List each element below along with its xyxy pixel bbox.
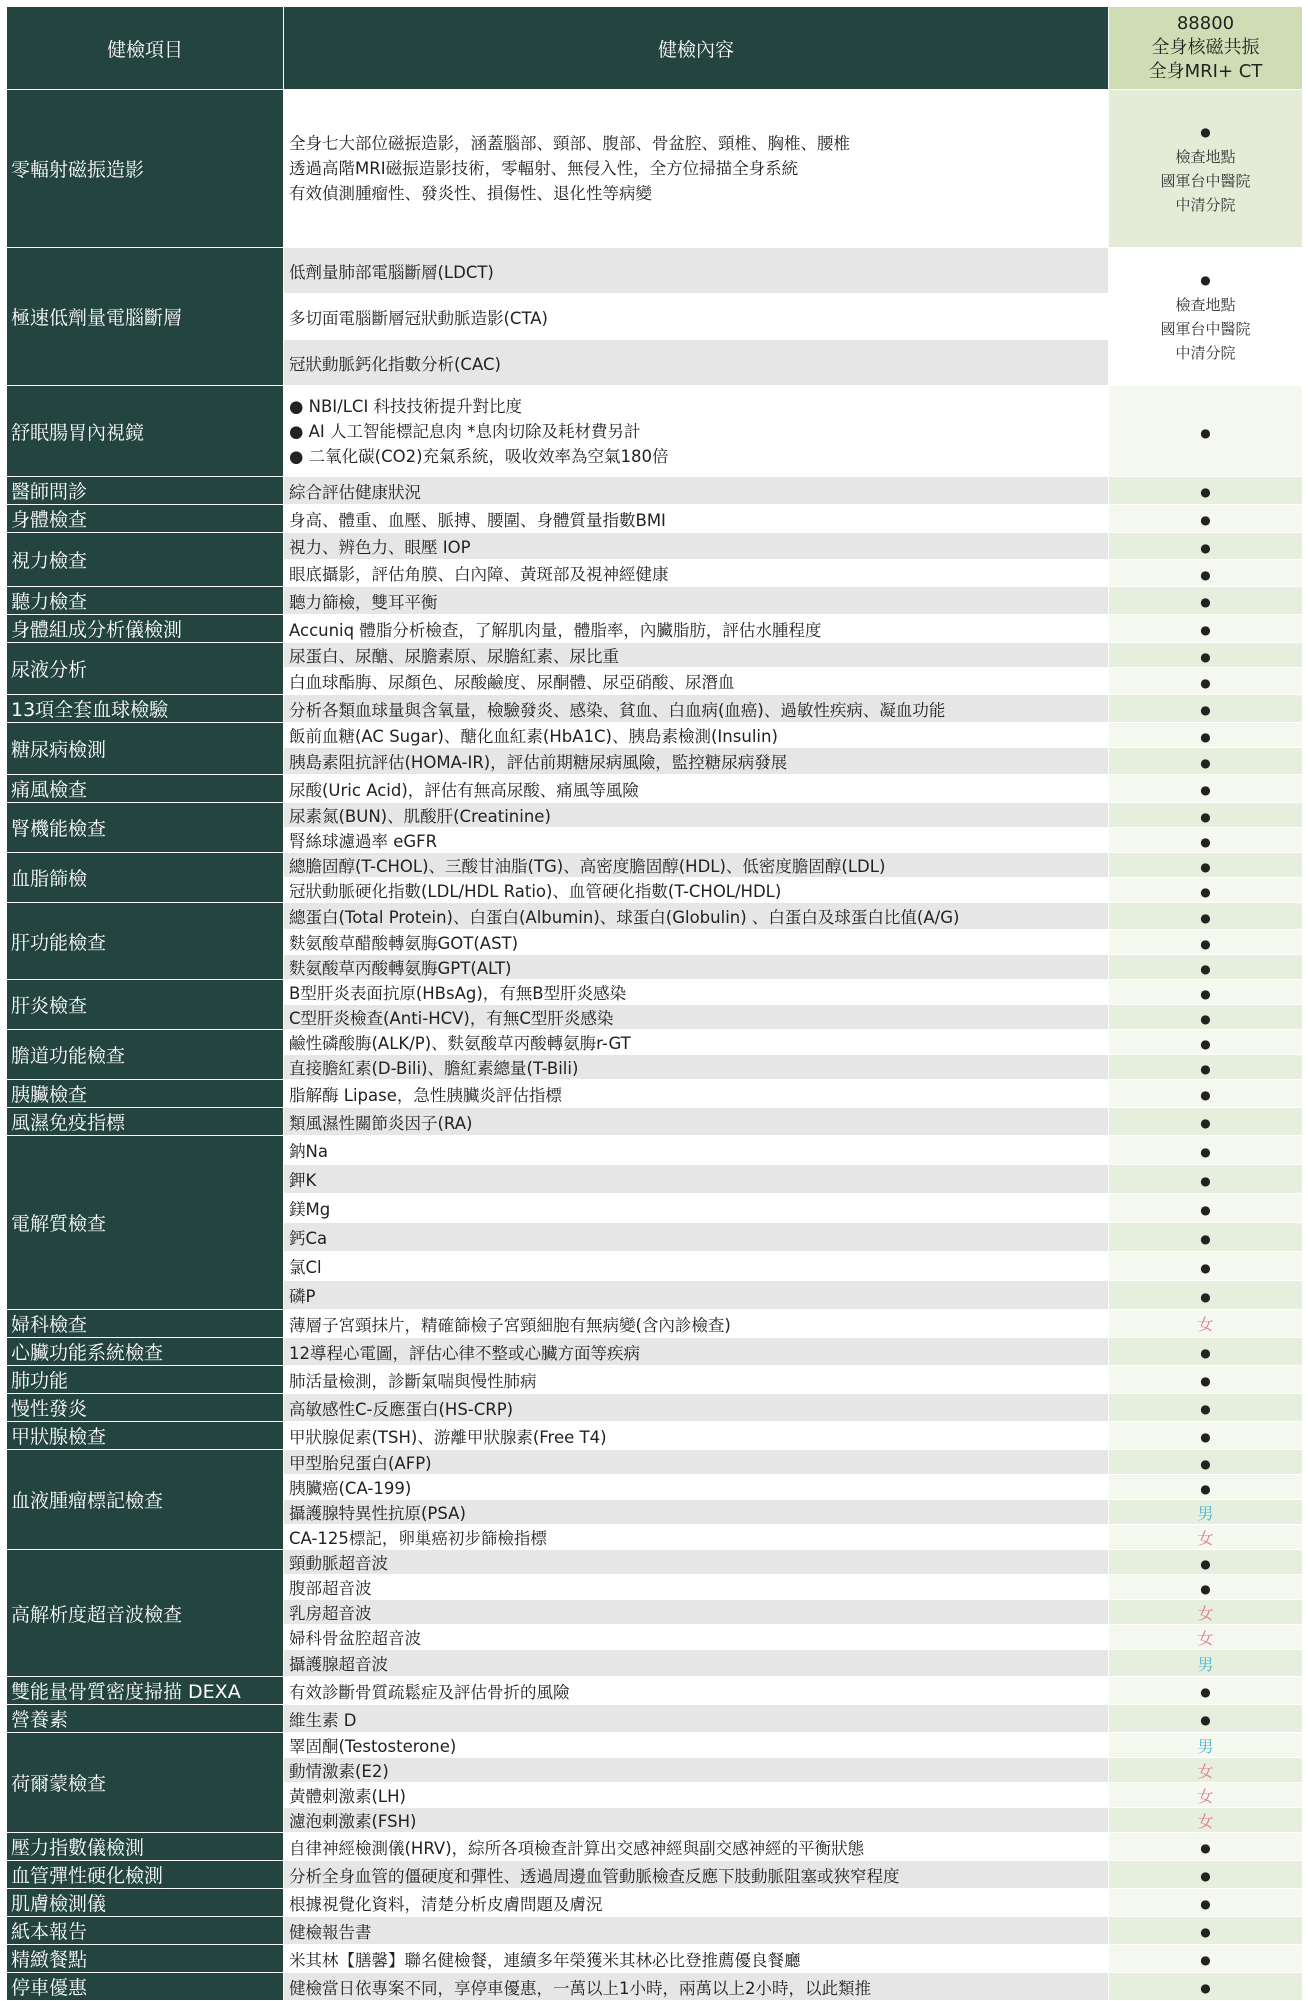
included-mark: ● [1200,1581,1211,1596]
header-package [1109,7,1303,90]
package-cell [1109,1973,1303,2001]
package-cell [1109,668,1303,695]
included-mark: ● [1200,1116,1211,1130]
package-cell [1109,1625,1303,1650]
table-row [7,533,1303,560]
included-mark: ● [1200,1897,1211,1911]
description-cell: 視力、辨色力、眼壓 IOP [284,533,1109,560]
table-row [7,505,1303,533]
category-cell: 高解析度超音波檢查 [7,1550,284,1677]
package-cell [1109,723,1303,748]
package-cell [1109,1575,1303,1600]
description-cell: 冠狀動脈硬化指數(LDL/HDL Ratio)、血管硬化指數(T-CHOL/HDL) [284,878,1109,903]
table-row [7,1833,1303,1861]
package-cell [1109,1422,1303,1450]
category-cell: 血液腫瘤標記檢查 [7,1450,284,1550]
category-cell: 身體組成分析儀檢測 [7,615,284,643]
description-cell: 身高、體重、血壓、脈搏、腰圍、身體質量指數BMI [284,505,1109,533]
description-cell: 甲型胎兒蛋白(AFP) [284,1450,1109,1475]
package-cell [1109,643,1303,668]
package-cell [1109,955,1303,980]
description-cell: 總膽固醇(T-CHOL)、三酸甘油脂(TG)、高密度膽固醇(HDL)、低密度膽固醇(LDL) [284,853,1109,878]
description-cell: 高敏感性C-反應蛋白(HS-CRP) [284,1394,1109,1422]
package-cell [1109,1945,1303,1973]
category-cell: 肝功能檢查 [7,903,284,980]
included-mark: ● [1200,884,1211,899]
description-cell: 尿酸(Uric Acid)，評估有無高尿酸、痛風等風險 [284,775,1109,803]
package-cell [1109,1500,1303,1525]
category-cell: 精緻餐點 [7,1945,284,1973]
included-mark: ● [1200,1260,1211,1275]
table-row [7,1917,1303,1945]
category-cell: 紙本報告 [7,1917,284,1945]
package-cell [1109,560,1303,587]
package-cell [1109,878,1303,903]
included-mark: ● [1200,513,1211,527]
description-cell: 鈉Na [284,1136,1109,1165]
included-mark: ● [1200,125,1211,139]
description-cell: 根據視覺化資料，清楚分析皮膚問題及膚況 [284,1889,1109,1917]
description-cell: 磷P [284,1281,1109,1310]
description-line: ● NBI/LCI 科技技術提升對比度 [289,396,523,416]
category-cell: 肝炎檢查 [7,980,284,1030]
category-cell: 視力檢查 [7,533,284,587]
description-cell: 乳房超音波 [284,1600,1109,1625]
table-row [7,1108,1303,1136]
description-cell: 鉀K [284,1165,1109,1194]
package-cell [1109,1252,1303,1281]
category-cell: 身體檢查 [7,505,284,533]
description-cell [284,386,1109,477]
category-cell: 血管彈性硬化檢測 [7,1861,284,1889]
description-cell: 甲狀腺促素(TSH)、游離甲狀腺素(Free T4) [284,1422,1109,1450]
description-cell: 薄層子宮頸抹片，精確篩檢子宮頸細胞有無病變(含內診檢查) [284,1310,1109,1338]
description-cell: 自律神經檢測儀(HRV)，綜所各項檢查計算出交感神經與副交感神經的平衡狀態 [284,1833,1109,1861]
included-mark: ● [1200,1374,1211,1388]
included-mark: ● [1200,1713,1211,1727]
category-cell: 婦科檢查 [7,1310,284,1338]
table-row [7,587,1303,615]
description-cell: 肺活量檢測，診斷氣喘與慢性肺病 [284,1366,1109,1394]
included-mark: ● [1200,567,1211,582]
description-cell: 健檢報告書 [284,1917,1109,1945]
included-mark: ● [1200,729,1211,744]
category-cell: 極速低劑量電腦斷層 [7,248,284,386]
package-cell [1109,1475,1303,1500]
table-row [7,1030,1303,1055]
description-cell: 胰臟癌(CA-199) [284,1475,1109,1500]
description-cell: CA-125標記，卵巢癌初步篩檢指標 [284,1525,1109,1550]
included-mark: ● [1200,1061,1211,1076]
table-row [7,803,1303,828]
description-cell: 白血球酯脢、尿顏色、尿酸鹼度、尿酮體、尿亞硝酸、尿潛血 [284,668,1109,695]
included-mark: ● [1200,859,1211,874]
package-cell [1109,1080,1303,1108]
included-mark: ● [1200,1088,1211,1102]
included-mark: ● [1200,1430,1211,1444]
package-cell [1109,1650,1303,1677]
description-cell: 尿素氮(BUN)、肌酸肝(Creatinine) [284,803,1109,828]
included-mark: ● [1200,273,1211,287]
included-mark: ● [1200,1289,1211,1304]
description-cell: 維生素 D [284,1705,1109,1733]
table-row [7,1861,1303,1889]
category-cell: 雙能量骨質密度掃描 DEXA [7,1677,284,1705]
description-cell: 麩氨酸草醋酸轉氨脢GOT(AST) [284,930,1109,955]
package-cell [1109,1366,1303,1394]
package-cell [1109,980,1303,1005]
description-cell: 多切面電腦斷層冠狀動脈造影(CTA) [284,294,1109,340]
package-cell [1109,1030,1303,1055]
category-cell: 尿液分析 [7,643,284,695]
package-cell [1109,903,1303,930]
female-only-mark: 女 [1197,1786,1214,1806]
included-mark: ● [1200,1981,1211,1995]
package-cell [1109,1281,1303,1310]
package-cell [1109,505,1303,533]
included-mark: ● [1200,425,1211,440]
description-cell: B型肝炎表面抗原(HBsAg)，有無B型肝炎感染 [284,980,1109,1005]
category-cell: 零輻射磁振造影 [7,90,284,248]
category-cell: 糖尿病檢測 [7,723,284,775]
package-cell [1109,1758,1303,1783]
table-row [7,1733,1303,1758]
description-cell: 脂解酶 Lipase，急性胰臟炎評估指標 [284,1080,1109,1108]
description-cell: 鹼性磷酸脢(ALK/P)、麩氨酸草丙酸轉氨脢r-GT [284,1030,1109,1055]
table-row [7,477,1303,505]
included-mark: ● [1200,1036,1211,1051]
included-mark: ● [1200,1202,1211,1217]
included-mark: ● [1200,703,1211,717]
included-mark: ● [1200,1173,1211,1188]
package-cell [1109,90,1303,248]
included-mark: ● [1200,1346,1211,1360]
description-line: 透過高階MRI磁振造影技術，零輻射、無侵入性，全方位掃描全身系統 [289,159,799,178]
location-hospital: 國軍台中醫院 [1160,320,1251,338]
table-row [7,695,1303,723]
description-cell: 鎂Mg [284,1194,1109,1223]
description-cell: 攝護腺超音波 [284,1650,1109,1677]
description-cell: 飯前血糖(AC Sugar)、醣化血紅素(HbA1C)、胰島素檢測(Insulin) [284,723,1109,748]
female-only-mark: 女 [1197,1528,1214,1548]
included-mark: ● [1200,1144,1211,1159]
package-cell [1109,1136,1303,1165]
table-row [7,1550,1303,1575]
category-cell: 慢性發炎 [7,1394,284,1422]
female-only-mark: 女 [1197,1628,1214,1648]
included-mark: ● [1200,1953,1211,1967]
category-cell: 壓力指數儀檢測 [7,1833,284,1861]
description-cell: 眼底攝影，評估角膜、白內障、黃斑部及視神經健康 [284,560,1109,587]
included-mark: ● [1200,1011,1211,1026]
description-line: ● AI 人工智能標記息肉 *息肉切除及耗材費另計 [289,421,641,441]
description-cell: 攝護腺特異性抗原(PSA) [284,1500,1109,1525]
package-cell [1109,1450,1303,1475]
included-mark: ● [1200,485,1211,499]
male-only-mark: 男 [1197,1503,1214,1523]
package-cell [1109,1394,1303,1422]
table-row [7,1450,1303,1475]
category-cell: 肌膚檢測儀 [7,1889,284,1917]
table-row [7,1080,1303,1108]
description-cell: 腹部超音波 [284,1575,1109,1600]
location-hospital: 國軍台中醫院 [1160,172,1251,190]
package-cell [1109,1705,1303,1733]
included-mark: ● [1200,783,1211,797]
package-cell [1109,1550,1303,1575]
included-mark: ● [1200,986,1211,1001]
category-cell: 風濕免疫指標 [7,1108,284,1136]
description-line: 有效偵測腫瘤性、發炎性、損傷性、退化性等病變 [289,184,652,203]
table-row [7,1945,1303,1973]
package-code: 88800 [1176,13,1235,34]
row-mri [7,90,1303,248]
package-cell [1109,930,1303,955]
table-row [7,615,1303,643]
included-mark: ● [1200,1841,1211,1855]
female-only-mark: 女 [1197,1811,1214,1831]
package-cell [1109,1889,1303,1917]
description-cell: 直接膽紅素(D-Bili)、膽紅素總量(T-Bili) [284,1055,1109,1080]
package-cell [1109,477,1303,505]
location-branch: 中清分院 [1175,344,1236,362]
package-cell [1109,1055,1303,1080]
package-cell [1109,775,1303,803]
table-row [7,775,1303,803]
row-endoscopy [7,386,1303,477]
header-item: 健檢項目 [7,7,284,90]
package-cell [1109,533,1303,560]
description-cell: 米其林【膳馨】聯名健檢餐，連續多年榮獲米其林必比登推薦優良餐廳 [284,1945,1109,1973]
included-mark: ● [1200,1481,1211,1496]
included-mark: ● [1200,1685,1211,1699]
package-cell [1109,1223,1303,1252]
table-row [7,1973,1303,2001]
included-mark: ● [1200,595,1211,609]
description-cell: 綜合評估健康狀況 [284,477,1109,505]
package-cell [1109,1194,1303,1223]
description-cell: 分析全身血管的僵硬度和彈性、透過周邊血管動脈檢查反應下肢動脈阻塞或狹窄程度 [284,1861,1109,1889]
package-cell [1109,828,1303,853]
included-mark: ● [1200,1869,1211,1883]
category-cell: 荷爾蒙檢查 [7,1733,284,1833]
included-mark: ● [1200,1456,1211,1471]
package-cell [1109,1165,1303,1194]
header-content: 健檢內容 [284,7,1109,90]
location-label: 檢查地點 [1175,148,1236,166]
table-row [7,1366,1303,1394]
description-cell: 類風濕性關節炎因子(RA) [284,1108,1109,1136]
male-only-mark: 男 [1197,1654,1214,1674]
category-cell: 痛風檢查 [7,775,284,803]
table-row [7,643,1303,668]
package-cell [1109,1600,1303,1625]
category-cell: 電解質檢查 [7,1136,284,1310]
female-only-mark: 女 [1197,1603,1214,1623]
included-mark: ● [1200,834,1211,849]
category-cell: 醫師問診 [7,477,284,505]
table-row [7,1422,1303,1450]
category-cell: 甲狀腺檢查 [7,1422,284,1450]
description-cell: C型肝炎檢查(Anti-HCV)，有無C型肝炎感染 [284,1005,1109,1030]
table-row [7,723,1303,748]
package-cell [1109,853,1303,878]
package-cell [1109,1677,1303,1705]
category-cell: 舒眠腸胃內視鏡 [7,386,284,477]
description-cell: 動情激素(E2) [284,1758,1109,1783]
included-mark: ● [1200,1556,1211,1571]
package-cell [1109,748,1303,775]
category-cell: 13項全套血球檢驗 [7,695,284,723]
checkup-table [6,6,1303,2001]
package-cell [1109,587,1303,615]
female-only-mark: 女 [1197,1761,1214,1781]
description-cell: 健檢當日依專案不同，享停車優惠，一萬以上1小時，兩萬以上2小時，以此類推 [284,1973,1109,2001]
row-ct-1 [7,248,1303,294]
description-line: 全身七大部位磁振造影，涵蓋腦部、頸部、腹部、骨盆腔、頸椎、胸椎、腰椎 [289,134,850,153]
package-cell [1109,1917,1303,1945]
category-cell: 聽力檢查 [7,587,284,615]
included-mark: ● [1200,809,1211,824]
included-mark: ● [1200,936,1211,951]
description-cell: 腎絲球濾過率 eGFR [284,828,1109,853]
included-mark: ● [1200,961,1211,976]
category-cell: 膽道功能檢查 [7,1030,284,1080]
table-row [7,1889,1303,1917]
description-cell: 有效診斷骨質疏鬆症及評估骨折的風險 [284,1677,1109,1705]
package-cell [1109,615,1303,643]
description-cell: 氯Cl [284,1252,1109,1281]
package-cell [1109,803,1303,828]
description-cell: 分析各類血球量與含氧量，檢驗發炎、感染、貧血、白血病(血癌)、過敏性疾病、凝血功能 [284,695,1109,723]
location-label: 檢查地點 [1175,296,1236,314]
category-cell: 營養素 [7,1705,284,1733]
package-cell [1109,1808,1303,1833]
description-cell: 頸動脈超音波 [284,1550,1109,1575]
description-cell: 婦科骨盆腔超音波 [284,1625,1109,1650]
included-mark: ● [1200,1925,1211,1939]
included-mark: ● [1200,675,1211,690]
package-cell [1109,248,1303,386]
female-only-mark: 女 [1197,1315,1214,1334]
table-row [7,1136,1303,1165]
package-cell [1109,1108,1303,1136]
description-cell: 鈣Ca [284,1223,1109,1252]
table-row [7,1310,1303,1338]
table-row [7,903,1303,930]
package-cell [1109,695,1303,723]
included-mark: ● [1200,1402,1211,1416]
included-mark: ● [1200,623,1211,637]
description-cell: 濾泡刺激素(FSH) [284,1808,1109,1833]
table-row [7,980,1303,1005]
description-cell: 尿蛋白、尿醣、尿膽素原、尿膽紅素、尿比重 [284,643,1109,668]
included-mark: ● [1200,540,1211,555]
package-name-1: 全身核磁共振 [1151,37,1260,58]
package-cell [1109,1783,1303,1808]
category-cell: 肺功能 [7,1366,284,1394]
table-row [7,1705,1303,1733]
table-row [7,1338,1303,1366]
table-row [7,1677,1303,1705]
category-cell: 腎機能檢查 [7,803,284,853]
description-cell: 黃體刺激素(LH) [284,1783,1109,1808]
included-mark: ● [1200,755,1211,770]
category-cell: 心臟功能系統檢查 [7,1338,284,1366]
table-row [7,853,1303,878]
description-cell: 12導程心電圖，評估心律不整或心臟方面等疾病 [284,1338,1109,1366]
description-cell: 胰島素阻抗評估(HOMA-IR)，評估前期糖尿病風險，監控糖尿病發展 [284,748,1109,775]
included-mark: ● [1200,649,1211,664]
table-row [7,1394,1303,1422]
included-mark: ● [1200,1231,1211,1246]
package-name-2: 全身MRI+ CT [1148,61,1263,82]
description-cell [284,90,1109,248]
description-cell: Accuniq 體脂分析檢查，了解肌肉量，體脂率，內臟脂肪，評估水腫程度 [284,615,1109,643]
package-cell [1109,1833,1303,1861]
description-cell: 低劑量肺部電腦斷層(LDCT) [284,248,1109,294]
male-only-mark: 男 [1197,1736,1214,1756]
description-cell: 冠狀動脈鈣化指數分析(CAC) [284,340,1109,386]
description-cell: 睪固酮(Testosterone) [284,1733,1109,1758]
package-cell [1109,1005,1303,1030]
description-cell: 聽力篩檢，雙耳平衡 [284,587,1109,615]
description-cell: 總蛋白(Total Protein)、白蛋白(Albumin)、球蛋白(Globulin) 、白蛋白及球蛋白比值(A/G) [284,903,1109,930]
package-cell [1109,1733,1303,1758]
package-cell [1109,386,1303,477]
description-cell: 麩氨酸草丙酸轉氨脢GPT(ALT) [284,955,1109,980]
included-mark: ● [1200,910,1211,925]
package-cell [1109,1310,1303,1338]
category-cell: 胰臟檢查 [7,1080,284,1108]
package-cell [1109,1525,1303,1550]
category-cell: 血脂篩檢 [7,853,284,903]
package-cell [1109,1861,1303,1889]
location-branch: 中清分院 [1175,196,1236,214]
category-cell: 停車優惠 [7,1973,284,2001]
description-line: ● 二氧化碳(CO2)充氣系統，吸收效率為空氣180倍 [289,446,669,466]
package-cell [1109,1338,1303,1366]
